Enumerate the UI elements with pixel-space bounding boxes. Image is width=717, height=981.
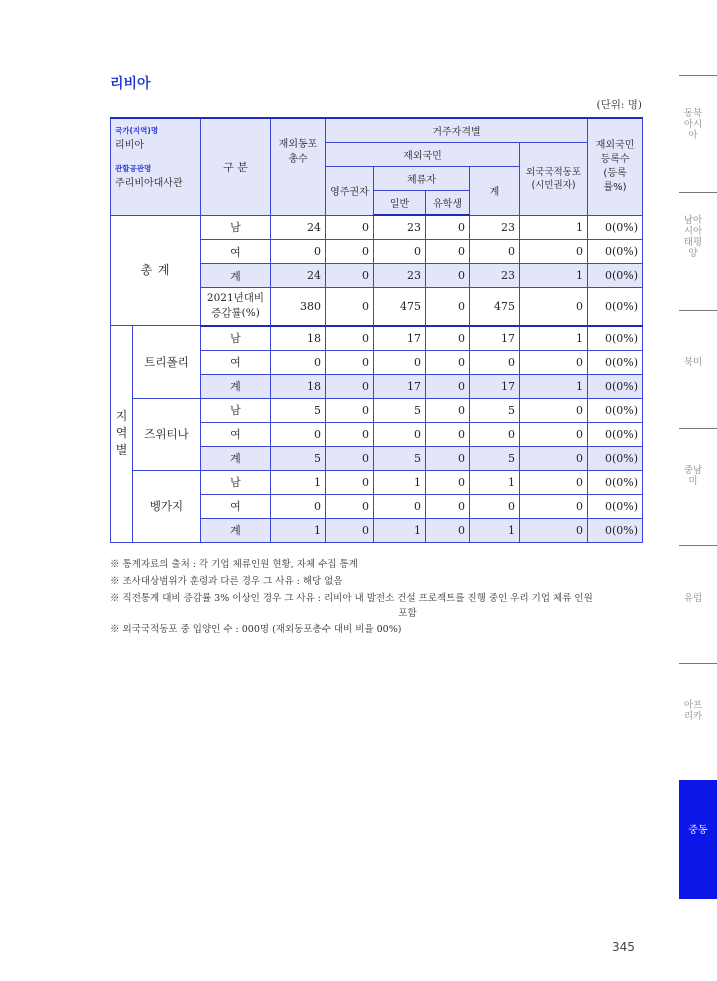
side-divider: [679, 75, 717, 76]
table-cell: 0: [271, 240, 326, 264]
row-label: 여: [201, 350, 271, 374]
table-cell: 0: [326, 398, 374, 422]
table-cell: 0: [426, 264, 470, 288]
header-sum: 계: [470, 167, 520, 216]
table-cell: 23: [374, 264, 426, 288]
table-cell: 0: [374, 494, 426, 518]
table-cell: 0(0%): [588, 215, 643, 240]
table-cell: 0: [520, 518, 588, 542]
table-cell: 0(0%): [588, 422, 643, 446]
country-label: 국가(지역)명: [115, 126, 159, 135]
page-title: 리비아: [110, 76, 151, 92]
page-number: 345: [612, 940, 635, 954]
table-cell: 0(0%): [588, 374, 643, 398]
side-divider: [679, 192, 717, 193]
country-name: 리비아: [115, 140, 144, 151]
table-cell: 0: [520, 350, 588, 374]
table-cell: 0: [426, 518, 470, 542]
note-source: ※ 통계자료의 출처 : 각 기업 체류인원 현황, 자체 수집 통계: [110, 559, 358, 570]
population-table: [110, 117, 643, 543]
table-cell: 0: [426, 374, 470, 398]
table-cell: 0(0%): [588, 326, 643, 351]
note-scope: ※ 조사대상범위가 훈령과 다른 경우 그 사유 : 해당 없음: [110, 576, 343, 587]
row-label: 2021년대비 증감률(%): [201, 288, 271, 326]
table-cell: 0: [271, 494, 326, 518]
table-cell: 18: [271, 374, 326, 398]
table-cell: 0: [326, 422, 374, 446]
table-cell: 1: [374, 518, 426, 542]
table-cell: 5: [271, 398, 326, 422]
table-cell: 1: [470, 470, 520, 494]
table-cell: 0: [326, 494, 374, 518]
header-registered: 재외국민 등록수 (등록률%): [588, 118, 643, 215]
table-cell: 23: [470, 264, 520, 288]
table-cell: 0: [426, 446, 470, 470]
table-cell: 0(0%): [588, 240, 643, 264]
table-cell: 0: [326, 264, 374, 288]
table-cell: 0: [326, 326, 374, 351]
row-label: 남: [201, 398, 271, 422]
notes: [110, 556, 645, 638]
table-cell: 0: [470, 422, 520, 446]
region-name: 트리폴리: [133, 326, 201, 399]
table-cell: 17: [470, 374, 520, 398]
table-cell: 0: [326, 350, 374, 374]
table-cell: 1: [470, 518, 520, 542]
row-label: 여: [201, 422, 271, 446]
table-cell: 18: [271, 326, 326, 351]
table-cell: 0(0%): [588, 288, 643, 326]
office-name: 주리비아대사관: [115, 178, 183, 189]
header-sojourner: 체류자: [374, 167, 470, 191]
side-divider: [679, 428, 717, 429]
table-cell: 1: [374, 470, 426, 494]
table-cell: 1: [520, 264, 588, 288]
table-cell: 0: [470, 240, 520, 264]
table-cell: 0: [426, 398, 470, 422]
table-cell: 0: [520, 240, 588, 264]
note-change: ※ 직전통계 대비 증감률 3% 이상인 경우 그 사유 : 리비아 내 발전소 건설 프로젝트를 진행 중인 우리 기업 체류 인원: [110, 593, 593, 604]
table-cell: 0(0%): [588, 494, 643, 518]
row-label: 계: [201, 264, 271, 288]
table-cell: 0: [426, 422, 470, 446]
table-cell: 0: [470, 494, 520, 518]
section-region-label: 지 역 별: [111, 326, 133, 543]
table-cell: 1: [271, 470, 326, 494]
row-label: 계: [201, 518, 271, 542]
header-gubun: 구 분: [201, 118, 271, 215]
side-divider: [679, 663, 717, 664]
side-divider: [679, 310, 717, 311]
table-cell: 0: [374, 422, 426, 446]
row-label: 남: [201, 215, 271, 240]
table-cell: 0: [426, 215, 470, 240]
table-cell: 5: [374, 446, 426, 470]
table-cell: 0: [520, 494, 588, 518]
row-label: 남: [201, 470, 271, 494]
table-cell: 0: [326, 446, 374, 470]
table-cell: 17: [470, 326, 520, 351]
table-cell: 0: [520, 470, 588, 494]
table-cell: 5: [470, 446, 520, 470]
header-permanent: 영주권자: [326, 167, 374, 216]
side-tab-northeast-asia[interactable]: 동북아시아: [683, 108, 703, 141]
side-tab-south-asia-pacific[interactable]: 남아시아태평양: [683, 215, 703, 259]
table-cell: 0: [426, 470, 470, 494]
table-cell: 1: [520, 326, 588, 351]
table-cell: 5: [374, 398, 426, 422]
header-residence: 거주자격별: [326, 118, 588, 143]
table-cell: 0: [520, 422, 588, 446]
table-cell: 5: [470, 398, 520, 422]
table-cell: 17: [374, 326, 426, 351]
side-divider: [679, 545, 717, 546]
table-cell: 0: [326, 518, 374, 542]
table-cell: 475: [374, 288, 426, 326]
table-cell: 0: [520, 446, 588, 470]
header-total: 재외동포 총수: [271, 118, 326, 215]
table-cell: 0: [271, 350, 326, 374]
unit-label: (단위: 명): [596, 99, 642, 111]
table-cell: 0(0%): [588, 518, 643, 542]
side-tab-middle-east[interactable]: [679, 780, 717, 899]
table-cell: 0(0%): [588, 446, 643, 470]
table-cell: 0(0%): [588, 264, 643, 288]
table-cell: 0(0%): [588, 470, 643, 494]
table-cell: 0: [426, 288, 470, 326]
table-cell: 0(0%): [588, 398, 643, 422]
header-general: 일반: [374, 191, 426, 216]
table-cell: 0: [426, 494, 470, 518]
note-adoptees: ※ 외국국적동포 중 입양인 수 : 000명 (재외동포총수 대비 비율 00%): [110, 624, 402, 635]
table-cell: 17: [374, 374, 426, 398]
note-change-continuation: 포함: [398, 608, 417, 619]
side-tab-africa[interactable]: 아프리카: [683, 700, 703, 722]
table-cell: 0: [426, 326, 470, 351]
header-foreign: 외국국적동포 (시민권자): [520, 143, 588, 216]
row-label: 여: [201, 494, 271, 518]
table-cell: 0(0%): [588, 350, 643, 374]
table-cell: 0: [374, 350, 426, 374]
table-cell: 0: [374, 240, 426, 264]
side-tab-latin-america[interactable]: 중남미: [683, 465, 703, 487]
table-cell: 0: [426, 350, 470, 374]
table-cell: 0: [470, 350, 520, 374]
side-tab-europe[interactable]: 유럽: [683, 593, 703, 604]
table-cell: 24: [271, 215, 326, 240]
table-cell: 5: [271, 446, 326, 470]
table-cell: 0: [326, 470, 374, 494]
table-cell: 475: [470, 288, 520, 326]
row-label: 남: [201, 326, 271, 351]
section-total-label: 총 계: [111, 215, 201, 326]
table-cell: 0: [326, 288, 374, 326]
region-name: 벵가지: [133, 470, 201, 542]
office-label: 관할공관명: [115, 164, 152, 173]
side-tab-middle-east-label: 중동: [688, 825, 708, 836]
table-cell: 0: [326, 240, 374, 264]
table-cell: 0: [520, 398, 588, 422]
table-cell: 1: [520, 215, 588, 240]
table-cell: 23: [470, 215, 520, 240]
header-citizens: 재외국민: [326, 143, 520, 167]
table-cell: 380: [271, 288, 326, 326]
table-cell: 1: [520, 374, 588, 398]
region-name: 즈위티나: [133, 398, 201, 470]
header-student: 유학생: [426, 191, 470, 216]
row-label: 계: [201, 374, 271, 398]
table-cell: 0: [326, 374, 374, 398]
table-cell: 0: [271, 422, 326, 446]
side-tab-north-america[interactable]: 북미: [683, 357, 703, 368]
table-cell: 1: [271, 518, 326, 542]
row-label: 여: [201, 240, 271, 264]
table-cell: 0: [520, 288, 588, 326]
table-cell: 23: [374, 215, 426, 240]
table-cell: 0: [426, 240, 470, 264]
row-label: 계: [201, 446, 271, 470]
table-cell: 24: [271, 264, 326, 288]
info-cell: [111, 118, 201, 215]
table-cell: 0: [326, 215, 374, 240]
